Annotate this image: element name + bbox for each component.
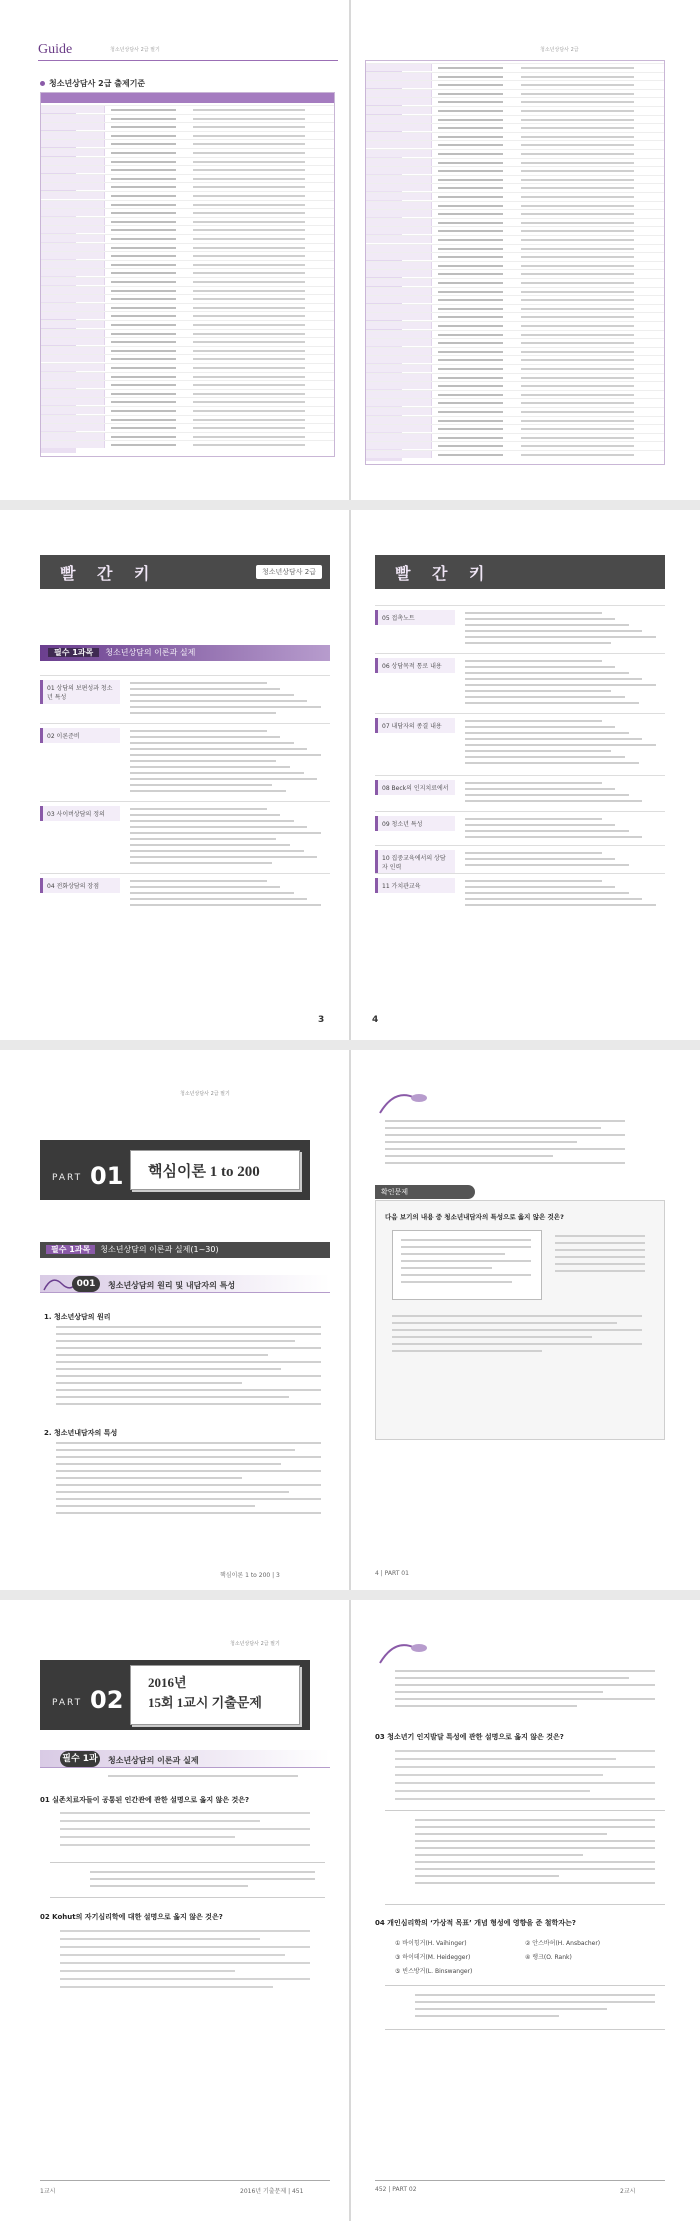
running-header: 청소년상담사 2급 필기 (180, 1091, 230, 1097)
keyword-item (375, 605, 665, 653)
subject-title: 청소년상담의 이론과 실제 (105, 648, 196, 657)
table-row (41, 311, 334, 319)
theme-number: 001 (72, 1276, 100, 1292)
part-title: 핵심이론 1 to 200 (148, 1164, 260, 1180)
part-number: 02 (90, 1686, 124, 1714)
keyword-item (375, 873, 665, 913)
table-row (366, 175, 664, 183)
table-row (41, 346, 334, 354)
keyword-description (130, 682, 325, 718)
subject-number: 필수 1과목 (60, 1751, 100, 1767)
table-row (366, 72, 664, 80)
footer-mid-left: 2016년 기출문제 | 451 (240, 2188, 304, 2195)
right-header: 청소년상담사 2급 (540, 47, 579, 53)
table-row (41, 234, 334, 242)
table-row (366, 132, 664, 140)
option-3: ③ 하이데거(M. Heidegger) (395, 1954, 471, 1961)
option-5: ⑤ 빈스방거(L. Binswanger) (395, 1968, 473, 1975)
theme-title: 청소년상담의 원리 및 내담자의 특성 (108, 1281, 236, 1290)
body-text (56, 1326, 321, 1410)
table-row (366, 278, 664, 286)
table-row (41, 303, 334, 311)
answer-note (50, 1862, 325, 1898)
page-gutter (349, 0, 351, 500)
table-row (366, 312, 664, 320)
keyword-item (40, 873, 330, 913)
table-row (41, 363, 334, 371)
banner-tag: 청소년상담사 2급 (256, 565, 322, 579)
table-row (366, 209, 664, 217)
table-row (366, 106, 664, 114)
leaf-icon (375, 1088, 435, 1118)
table-row (366, 416, 664, 424)
section-title: 청소년상담사 2급 출제기준 (40, 78, 145, 89)
footer-left: 핵심이론 1 to 200 | 3 (220, 1572, 280, 1579)
table-row (366, 441, 664, 449)
table-row (41, 432, 334, 440)
table-row (366, 287, 664, 295)
page-gutter (349, 510, 351, 1040)
table-row (366, 123, 664, 131)
keyword-label: 11 가치관교육 (375, 878, 455, 893)
table-row (366, 424, 664, 432)
keyword-description (465, 880, 660, 910)
table-row (41, 208, 334, 216)
table-row (41, 114, 334, 122)
question-2-options (60, 1930, 310, 1994)
table-row (41, 122, 334, 130)
keyword-item (40, 675, 330, 723)
table-row (41, 148, 334, 156)
leaf-icon (375, 1638, 435, 1668)
table-row (366, 304, 664, 312)
table-row (366, 89, 664, 97)
table-row (41, 243, 334, 251)
keyword-label: 05 접촉노트 (375, 610, 455, 625)
footer-rule (40, 2180, 330, 2181)
spread-separator (0, 1590, 700, 1600)
table-row (366, 295, 664, 303)
table-row (366, 235, 664, 243)
table-row (41, 251, 334, 259)
table-row (366, 355, 664, 363)
keyword-item (375, 775, 665, 811)
footer-mid-right: 452 | PART 02 (375, 2186, 417, 2193)
spread-guide-exam-criteria (0, 0, 700, 500)
table-row (41, 268, 334, 276)
spread-core-theory (0, 1050, 700, 1590)
keyword-description (130, 880, 325, 910)
keyword-label: 01 상담의 보편성과 청소년 특성 (40, 680, 120, 704)
quiz-heading: 확인문제 (375, 1185, 475, 1199)
table-row (366, 373, 664, 381)
table-row (366, 252, 664, 260)
quiz-options-box (392, 1230, 542, 1300)
table-row (41, 320, 334, 328)
table-row (41, 139, 334, 147)
table-row (41, 165, 334, 173)
red-key-banner-left (40, 555, 330, 589)
table-row (366, 269, 664, 277)
table-row (366, 201, 664, 209)
table-row (41, 423, 334, 431)
subject-title: 청소년상담의 이론과 실제 (108, 1756, 199, 1765)
keyword-description (130, 808, 325, 868)
table-row (366, 398, 664, 406)
table-row (41, 200, 334, 208)
table-row (41, 277, 334, 285)
table-row (366, 381, 664, 389)
table-row (41, 131, 334, 139)
table-row (366, 183, 664, 191)
footer-right: 2교시 (620, 2188, 636, 2195)
keyword-label: 08 Beck의 인지치료에서 (375, 780, 455, 795)
option-4: ④ 랭크(O. Rank) (525, 1954, 572, 1961)
keyword-description (130, 730, 325, 796)
exam-criteria-table-left (40, 92, 335, 457)
banner-title: 빨 간 키 (60, 564, 158, 583)
subject-number: 필수 1과목 (46, 1245, 95, 1254)
running-header: 청소년상담사 2급 필기 (230, 1641, 280, 1647)
table-row (41, 105, 334, 113)
table-row (366, 261, 664, 269)
question-1: 01 실존치료자들이 공통된 인간관에 관한 설명으로 옳지 않은 것은? (40, 1796, 250, 1804)
table-row (41, 329, 334, 337)
table-row (41, 217, 334, 225)
option-2: ② 안스바허(H. Ansbacher) (525, 1940, 601, 1947)
answer-explanation (395, 1670, 655, 1712)
table-row (41, 182, 334, 190)
table-row (366, 433, 664, 441)
spread-red-key (0, 510, 700, 1040)
keyword-item (375, 845, 665, 873)
question-3: 03 청소년기 인지발달 특성에 관한 설명으로 옳지 않은 것은? (375, 1733, 564, 1741)
subject-bar (40, 1242, 330, 1258)
spread-separator (0, 500, 700, 510)
keyword-item (375, 713, 665, 775)
table-header (41, 93, 334, 103)
option-1: ① 바이힝거(H. Vaihinger) (395, 1940, 467, 1947)
keyword-description (465, 818, 660, 842)
table-row (41, 354, 334, 362)
keyword-label: 10 집중교육에서의 상담자 인력 (375, 850, 455, 874)
guide-title: Guide (38, 42, 73, 57)
keyword-label: 02 이론준비 (40, 728, 120, 743)
keyword-description (465, 720, 660, 768)
body-heading: 1. 청소년상담의 원리 (44, 1313, 111, 1321)
table-row (41, 157, 334, 165)
table-row (41, 397, 334, 405)
table-row (41, 191, 334, 199)
keyword-label: 06 상담목적 통로 내용 (375, 658, 455, 673)
part-title-line2: 15회 1교시 기출문제 (148, 1695, 262, 1710)
page-number: 3 (318, 1015, 325, 1025)
keyword-item (40, 801, 330, 873)
subject-bar (40, 645, 330, 661)
table-row (366, 115, 664, 123)
table-row (366, 407, 664, 415)
keyword-label: 03 사이버상담의 정의 (40, 806, 120, 821)
answer-note (385, 1985, 665, 2030)
quiz-question: 다음 보기의 내용 중 청소년내담자의 특성으로 옳지 않은 것은? (385, 1213, 564, 1221)
table-row (366, 364, 664, 372)
table-row (41, 440, 334, 448)
answer-note (385, 1810, 665, 1905)
body-heading: 2. 청소년내담자의 특성 (44, 1429, 118, 1437)
subject-note (108, 1775, 298, 1782)
keyword-label: 07 내담자의 종결 내용 (375, 718, 455, 733)
keyword-description (465, 852, 660, 870)
table-row (366, 80, 664, 88)
spread-past-exam (0, 1600, 700, 2221)
page-gutter (349, 1050, 351, 1590)
table-row (41, 337, 334, 345)
body-text (56, 1442, 321, 1519)
table-row (366, 149, 664, 157)
left-header: 청소년상담사 2급 필기 (110, 47, 160, 53)
part-number: 01 (90, 1162, 124, 1190)
table-row (366, 97, 664, 105)
part-label: PART (52, 1173, 83, 1183)
table-row (366, 158, 664, 166)
footer-rule (375, 2180, 665, 2181)
keyword-item (375, 811, 665, 845)
spread-separator (0, 1040, 700, 1050)
table-row (366, 390, 664, 398)
table-row (366, 140, 664, 148)
table-row (366, 330, 664, 338)
table-row (366, 347, 664, 355)
table-row (41, 389, 334, 397)
part-label: PART (52, 1698, 83, 1708)
divider (38, 60, 338, 61)
table-row (366, 450, 664, 458)
page-gutter (349, 1600, 351, 2221)
keyword-label: 04 전화상담의 장점 (40, 878, 120, 893)
subject-number: 필수 1과목 (48, 648, 99, 657)
question-1-options (60, 1812, 310, 1852)
table-row (366, 166, 664, 174)
table-row (366, 192, 664, 200)
table-row (41, 415, 334, 423)
table-row (41, 294, 334, 302)
table-row (41, 286, 334, 294)
keyword-description (465, 612, 660, 648)
part-title-line1: 2016년 (148, 1675, 187, 1690)
quiz-choices (555, 1235, 645, 1277)
table-row (41, 260, 334, 268)
exam-criteria-table-right (365, 60, 665, 465)
quiz-explanation (392, 1315, 642, 1357)
page-number: 4 (372, 1015, 379, 1025)
question-3-options (395, 1750, 655, 1806)
table-row (366, 321, 664, 329)
table-row (366, 244, 664, 252)
keyword-description (465, 782, 660, 806)
table-row (41, 380, 334, 388)
footer-right: 4 | PART 01 (375, 1570, 409, 1577)
table-row (41, 372, 334, 380)
footer-left: 1교시 (40, 2188, 56, 2195)
table-row (366, 226, 664, 234)
subject-title: 청소년상담의 이론과 실제(1~30) (100, 1245, 219, 1254)
keyword-description (465, 660, 660, 708)
keyword-item (375, 653, 665, 713)
table-row (41, 225, 334, 233)
red-key-banner-right (375, 555, 665, 589)
banner-title: 빨 간 키 (395, 564, 493, 583)
table-row (366, 338, 664, 346)
keyword-label: 09 청소년 특성 (375, 816, 455, 831)
table-row (366, 63, 664, 71)
question-4: 04 개인심리학의 ‘가상적 목표’ 개념 형성에 영향을 준 철학자는? (375, 1919, 576, 1927)
question-2: 02 Kohut의 자기심리학에 대한 설명으로 옳지 않은 것은? (40, 1913, 223, 1921)
table-row (366, 218, 664, 226)
keyword-item (40, 723, 330, 801)
table-row (41, 174, 334, 182)
table-row (41, 406, 334, 414)
body-text (385, 1120, 625, 1169)
